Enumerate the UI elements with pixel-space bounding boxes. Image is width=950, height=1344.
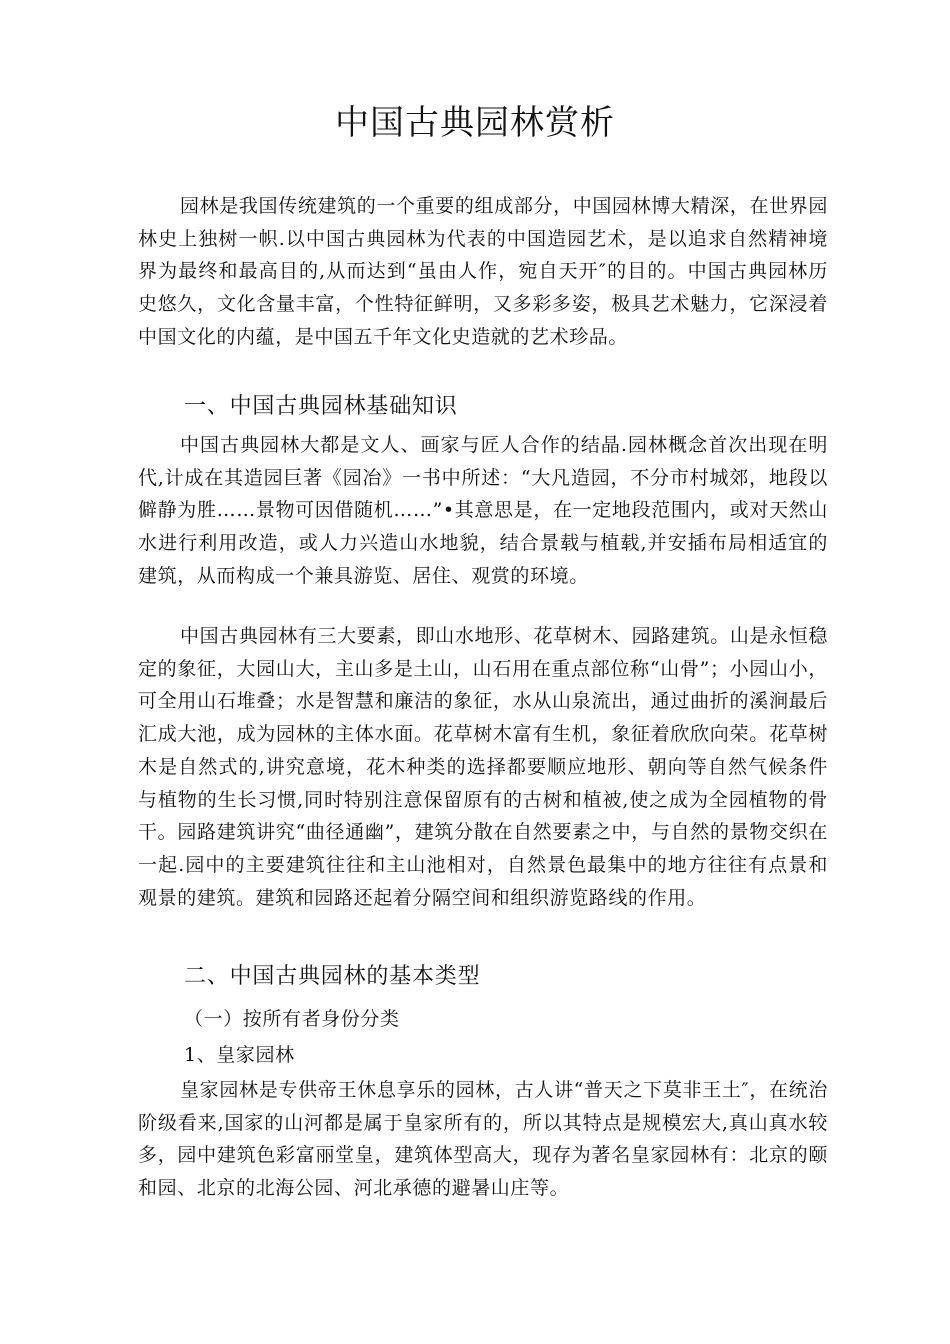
section1-heading: 一、中国古典园林基础知识	[184, 394, 458, 419]
intro-paragraph: 园林是我国传统建筑的一个重要的组成部分，中国园林博大精深，在世界园林史上独树一帜.以中国古典园林为代表的中国造园艺术，是以追求自然精神境界为最终和最高目的,从而达到“虽由人作，宛自天开″的目的。中国古典园林历史悠久，文化含量丰富，个性特征鲜明，又多彩多姿，极具艺术魅力，它深浸着中国文化的内蕴，是中国五千年文化史造就的艺术珍品。	[138, 195, 828, 348]
section1-paragraph-2: 中国古典园林有三大要素，即山水地形、花草树木、园路建筑。山是永恒稳定的象征，大园山大，主山多是土山，山石用在重点部位称“山骨”；小园山小，可全用山石堆叠；水是智慧和廉洁的象征，水从山泉流出，通过曲折的溪涧最后汇成大池，成为园林的主体水面。花草树木富有生机，象征着欣欣向荣。花草树木是自然式的,讲究意境，花木种类的选择都要顺应地形、朝向等自然气候条件与植物的生长习惯,同时特别注意保留原有的古树和植被,使之成为全园植物的骨干。园路建筑讲究“曲径通幽”，建筑分散在自然要素之中，与自然的景物交织在一起.园中的主要建筑往往和主山池相对，自然景色最集中的地方往往有点景和观景的建筑。建筑和园路还起着分隔空间和组织游览路线的作用。	[138, 625, 828, 909]
section2-subheading: （一）按所有者身份分类	[184, 1008, 400, 1030]
section1-paragraph-1: 中国古典园林大都是文人、画家与匠人合作的结晶.园林概念首次出现在明代,计成在其造园巨著《园冶》一书中所述：“大凡造园，不分市村城郊，地段以僻静为胜……景物可因借随机……”•其意思是，在一定地段范围内，或对天然山水进行利用改造，或人力兴造山水地貌，结合景载与植载,并安插布局相适宜的建筑，从而构成一个兼具游览、居住、观赏的环境。	[138, 434, 828, 587]
section2-heading: 二、中国古典园林的基本类型	[184, 964, 481, 989]
section2-item-heading: 1、皇家园林	[184, 1044, 295, 1066]
section2-paragraph-1: 皇家园林是专供帝王休息享乐的园林，古人讲“普天之下莫非王土″，在统治阶级看来,国家的山河都是属于皇家所有的，所以其特点是规模宏大,真山真水较多，园中建筑色彩富丽堂皇，建筑体型高大，现存为著名皇家园林有：北京的颐和园、北京的北海公园、河北承德的避暑山庄等。	[138, 1079, 828, 1200]
document-title: 中国古典园林赏析	[335, 103, 615, 143]
